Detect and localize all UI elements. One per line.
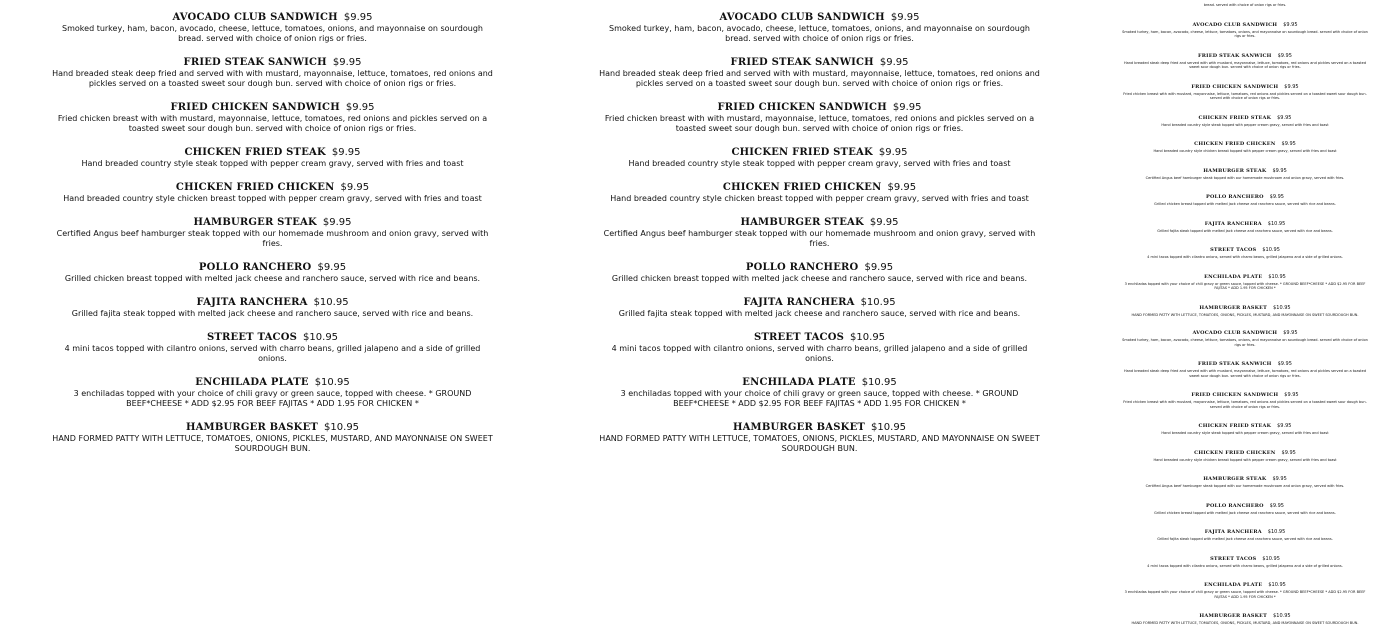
item-price: $10.95: [1267, 529, 1286, 535]
menu-column-middle: [597, 0, 1042, 454]
menu-item: [597, 210, 1042, 249]
item-name: HAMBURGER BASKET: [1199, 613, 1268, 619]
item-description: 4 mini tacos topped with cilantro onions, served with charro beans, grilled jalapeno and a side of grilled onions.: [64, 344, 481, 363]
menu-item-header: [1120, 130, 1370, 149]
menu-item: [1120, 381, 1370, 409]
item-description: Fried chicken breast with with mustard, mayonnaise, lettuce, tomatoes, red onions and pickles served on a toasted sweet sour dough bun. served with choice of onion rigs or fries.: [1123, 91, 1367, 100]
menu-item: [597, 255, 1042, 284]
item-price: $10.95: [1273, 613, 1291, 619]
item-description: Fried chicken breast with with mustard, mayonnaise, lettuce, tomatoes, red onions and pickles served on a toasted sweet sour dough bun. served with choice of onion rigs or fries.: [604, 114, 1035, 133]
menu-item-header: [1120, 157, 1370, 176]
item-description: 4 mini tacos topped with cilantro onions, served with charro beans, grilled jalapeno and a side of grilled onions.: [611, 344, 1028, 363]
menu-item-header: [1120, 518, 1370, 537]
menu-item-header: [1120, 183, 1370, 202]
item-name: POLLO RANCHERO: [198, 262, 312, 273]
menu-item-header: [50, 255, 495, 274]
item-price: $9.95: [1283, 330, 1298, 336]
item-name: POLLO RANCHERO: [1205, 502, 1264, 509]
item-description: Certified Angus beef hamburger steak topped with our homemade mushroom and onion gravy, served with fries.: [1145, 484, 1345, 488]
menu-item: [597, 175, 1042, 204]
menu-item-header: [597, 50, 1042, 69]
menu-item: [50, 175, 495, 204]
item-name: AVOCADO CLUB SANDWICH: [1192, 330, 1278, 336]
item-name: STREET TACOS: [753, 332, 845, 343]
menu-item-header: [597, 290, 1042, 309]
item-price: $10.95: [1262, 555, 1280, 562]
item-description: Grilled fajita steak topped with melted jack cheese and ranchero sauce, served with rice and beans.: [618, 309, 1021, 318]
menu-item: [1120, 210, 1370, 234]
menu-item-header: [1120, 294, 1370, 313]
menu-item: [1120, 492, 1370, 516]
item-name: CHICKEN FRIED CHICKEN: [722, 182, 882, 193]
item-name: CHICKEN FRIED STEAK: [184, 147, 326, 158]
menu-item: [1120, 412, 1370, 436]
menu-item-header: [1120, 545, 1370, 564]
item-name: ENCHILADA PLATE: [1204, 273, 1263, 280]
menu-item-header: [1120, 263, 1370, 282]
item-name: HAMBURGER STEAK: [740, 217, 864, 228]
item-price: $9.95: [1281, 449, 1296, 456]
item-description: 4 mini tacos topped with cilantro onions, served with charro beans, grilled jalapeno and a side of grilled onions.: [1147, 563, 1343, 568]
item-description: HAND FORMED PATTY WITH LETTUCE, TOMATOES, ONIONS, PICKLES, MUSTARD, AND MAYONNAISE ON SWEET SOURDOUGH BUN.: [599, 434, 1040, 453]
item-name: AVOCADO CLUB SANDWICH: [172, 12, 338, 23]
item-name: HAMBURGER BASKET: [185, 422, 319, 433]
item-description: Smoked turkey, ham, bacon, avocado, cheese, lettuce, tomatoes, onions, and mayonnaise on sourdough bread. served with choice of onion rigs or fries.: [1122, 338, 1368, 347]
menu-item: [1120, 545, 1370, 569]
item-price: $9.95: [1269, 194, 1284, 200]
item-description: Certified Angus beef hamburger steak topped with our homemade mushroom and onion gravy, served with fries.: [603, 229, 1036, 248]
item-name: FRIED CHICKEN SANDWICH: [1191, 392, 1279, 398]
item-name: FAJITA RANCHERA: [1204, 529, 1262, 535]
menu-item: [1120, 73, 1370, 101]
menu-item-header: [1120, 11, 1370, 30]
item-price: $10.95: [324, 422, 360, 433]
item-description: Hand breaded country style chicken breast topped with pepper cream gravy, served with fries and toast: [610, 194, 1029, 203]
menu-item-header: [1120, 104, 1370, 123]
item-name: FRIED CHICKEN SANDWICH: [1191, 83, 1279, 90]
menu-item: [1120, 157, 1370, 181]
menu-item: [597, 370, 1042, 409]
item-description: Fried chicken breast with with mustard, mayonnaise, lettuce, tomatoes, red onions and pickles served on a toasted sweet sour dough bun. served with choice of onion rigs or fries.: [1123, 400, 1367, 409]
item-name: CHICKEN FRIED STEAK: [1198, 114, 1272, 121]
item-price: $9.95: [340, 182, 370, 193]
item-name: STREET TACOS: [1210, 555, 1257, 562]
item-price: $10.95: [871, 422, 907, 433]
menu-item-header: [597, 210, 1042, 229]
item-description: 3 enchiladas topped with your choice of chili gravy or green sauce, topped with cheese. * GROUND BEEF*CHEESE * ADD $2.95 FOR BEEF FAJITAS * ADD 1.95 FOR CHICKEN *: [620, 389, 1019, 408]
item-name: CHICKEN FRIED STEAK: [731, 147, 873, 158]
menu-item-header: [50, 325, 495, 344]
item-price: $9.95: [322, 217, 352, 228]
item-price: $9.95: [879, 57, 909, 68]
item-name: HAMBURGER BASKET: [1199, 304, 1268, 311]
item-description: Smoked turkey, ham, bacon, avocado, cheese, lettuce, tomatoes, onions, and mayonnaise on sourdough bread. served with choice of onion rigs or fries.: [62, 24, 483, 43]
menu-item: [1120, 350, 1370, 378]
item-name: ENCHILADA PLATE: [195, 377, 309, 388]
item-price: $10.95: [1268, 273, 1286, 280]
menu-item: [597, 50, 1042, 89]
item-price: $10.95: [314, 377, 350, 388]
menu-item: [1120, 571, 1370, 599]
item-price: $9.95: [1272, 476, 1287, 482]
menu-item-header: [1120, 319, 1370, 338]
menu-item-header: [1120, 210, 1370, 229]
menu-item: [1120, 11, 1370, 39]
item-description: Hand breaded country style chicken breast topped with pepper cream gravy, served with fries and toast: [63, 194, 482, 203]
menu-column-left: [50, 0, 495, 454]
menu-item-header: [1120, 602, 1370, 621]
item-name: FAJITA RANCHERA: [1204, 220, 1262, 227]
item-price: $9.95: [1281, 141, 1296, 147]
item-description: Hand breaded country style steak topped with pepper cream gravy, served with fries and toast: [81, 159, 464, 168]
menu-item: [597, 5, 1042, 44]
item-name: ENCHILADA PLATE: [1204, 582, 1263, 588]
item-name: FRIED STEAK SANWICH: [1198, 361, 1272, 367]
menu-item: [1120, 42, 1370, 70]
item-name: HAMBURGER STEAK: [1203, 167, 1267, 174]
item-price: $9.95: [892, 102, 922, 113]
item-description: HAND FORMED PATTY WITH LETTUCE, TOMATOES, ONIONS, PICKLES, MUSTARD, AND MAYONNAISE ON SWEET SOURDOUGH BUN.: [1131, 312, 1359, 317]
item-description: Hand breaded steak deep fried and served with with mustard, mayonnaise, lettuce, tomatoes, red onions and pickles served on a toasted sweet sour dough bun. served with choice of onion rigs or fries.: [1123, 369, 1367, 378]
menu-item-header: [50, 50, 495, 69]
item-price: $9.95: [1277, 423, 1292, 429]
menu-item: [597, 95, 1042, 134]
menu-item-header: [50, 415, 495, 434]
item-description: Grilled fajita steak topped with melted jack cheese and ranchero sauce, served with rice and beans.: [1157, 228, 1333, 233]
item-name: HAMBURGER STEAK: [193, 217, 317, 228]
menu-item: [1120, 439, 1370, 463]
item-price: $9.95: [869, 217, 899, 228]
item-description: Certified Angus beef hamburger steak topped with our homemade mushroom and onion gravy, served with fries.: [56, 229, 489, 248]
item-price: $9.95: [317, 262, 347, 273]
item-description: Grilled chicken breast topped with melted jack cheese and ranchero sauce, served with rice and beans.: [1154, 202, 1336, 206]
item-description: 3 enchiladas topped with your choice of chili gravy or green sauce, topped with cheese. * GROUND BEEF*CHEESE * ADD $2.95 FOR BEEF FAJITAS * ADD 1.95 FOR CHICKEN *: [1124, 590, 1366, 599]
menu-item: [597, 140, 1042, 169]
item-price: $9.95: [343, 12, 373, 23]
menu-item-header: [50, 5, 495, 24]
item-description: Hand breaded steak deep fried and served with with mustard, mayonnaise, lettuce, tomatoes, red onions and pickles served on a toasted sweet sour dough bun. served with choice of onion rigs or fries.: [1123, 60, 1367, 69]
item-description: 3 enchiladas topped with your choice of chili gravy or green sauce, topped with cheese. * GROUND BEEF*CHEESE * ADD $2.95 FOR BEEF FAJITAS * ADD 1.95 FOR CHICKEN *: [73, 389, 472, 408]
menu-item: [50, 415, 495, 454]
item-description: 3 enchiladas topped with your choice of chili gravy or green sauce, topped with cheese. * GROUND BEEF*CHEESE * ADD $2.95 FOR BEEF FAJITAS * ADD 1.95 FOR CHICKEN *: [1124, 281, 1366, 290]
menu-item: [1120, 183, 1370, 207]
item-name: CHICKEN FRIED CHICKEN: [1194, 449, 1276, 456]
menu-item-header: [597, 255, 1042, 274]
menu-item-header: [1120, 492, 1370, 511]
item-price: $10.95: [1268, 582, 1286, 588]
item-price: $10.95: [1267, 220, 1286, 227]
item-description: HAND FORMED PATTY WITH LETTUCE, TOMATOES, ONIONS, PICKLES, MUSTARD, AND MAYONNAISE ON SWEET SOURDOUGH BUN.: [1131, 621, 1359, 625]
menu-column-thumbnail: [1120, 0, 1370, 626]
item-price: $9.95: [1277, 114, 1292, 121]
item-description: Grilled chicken breast topped with melted jack cheese and ranchero sauce, served with rice and beans.: [1154, 510, 1336, 515]
item-price: $9.95: [1284, 392, 1299, 398]
item-price: $10.95: [860, 297, 896, 308]
item-price: $10.95: [313, 297, 349, 308]
menu-item-header: [1120, 465, 1370, 484]
menu-item: [1120, 602, 1370, 626]
menu-item: [1120, 294, 1370, 318]
item-description: Fried chicken breast with with mustard, mayonnaise, lettuce, tomatoes, red onions and pickles served on a toasted sweet sour dough bun. served with choice of onion rigs or fries.: [57, 114, 488, 133]
item-description: Hand breaded country style steak topped with pepper cream gravy, served with fries and toast: [1161, 122, 1329, 127]
item-description: Hand breaded country style chicken breast topped with pepper cream gravy, served with fries and toast: [1153, 149, 1337, 153]
item-description: Hand breaded steak deep fried and served with with mustard, mayonnaise, lettuce, tomatoes, red onions and pickles served on a toasted sweet sour dough bun. served with choice of onion rigs or fries.: [52, 69, 493, 88]
item-description: Hand breaded country style chicken breast topped with pepper cream gravy, served with fries and toast: [1153, 457, 1337, 462]
item-name: HAMBURGER BASKET: [732, 422, 866, 433]
item-name: AVOCADO CLUB SANDWICH: [719, 12, 885, 23]
menu-item-header: [1120, 42, 1370, 61]
menu-item: [597, 415, 1042, 454]
item-price: $10.95: [861, 377, 897, 388]
item-price: $9.95: [887, 182, 917, 193]
item-price: $10.95: [1262, 247, 1280, 253]
item-price: $9.95: [1272, 167, 1287, 174]
menu-item-header: [50, 95, 495, 114]
menu-item-header: [597, 140, 1042, 159]
menu-item-header: [50, 290, 495, 309]
menu-item: [50, 50, 495, 89]
menu-item: [50, 5, 495, 44]
item-description: HAND FORMED PATTY WITH LETTUCE, TOMATOES, ONIONS, PICKLES, MUSTARD, AND MAYONNAISE ON SWEET SOURDOUGH BUN.: [52, 434, 493, 453]
menu-item-header: [597, 95, 1042, 114]
item-name: FAJITA RANCHERA: [743, 297, 855, 308]
item-price: $9.95: [1283, 21, 1298, 28]
item-price: $9.95: [331, 147, 361, 158]
item-description: Grilled chicken breast topped with melted jack cheese and ranchero sauce, served with rice and beans.: [64, 274, 481, 283]
item-price: $10.95: [303, 332, 339, 343]
menu-item: [50, 290, 495, 319]
item-description: Grilled fajita steak topped with melted jack cheese and ranchero sauce, served with rice and beans.: [1157, 537, 1333, 541]
item-name: CHICKEN FRIED CHICKEN: [175, 182, 335, 193]
item-description: Hand breaded country style steak topped with pepper cream gravy, served with fries and toast: [628, 159, 1011, 168]
item-description: Hand breaded steak deep fried and served with with mustard, mayonnaise, lettuce, tomatoes, red onions and pickles served on a toasted sweet sour dough bun. served with choice of onion rigs or fries.: [599, 69, 1040, 88]
item-name: FRIED STEAK SANWICH: [730, 57, 874, 68]
menu-item: [1120, 263, 1370, 291]
item-name: CHICKEN FRIED STEAK: [1198, 423, 1272, 429]
item-description: Grilled chicken breast topped with melted jack cheese and ranchero sauce, served with rice and beans.: [611, 274, 1028, 283]
item-name: POLLO RANCHERO: [745, 262, 859, 273]
item-price: $9.95: [1277, 52, 1292, 59]
item-name: HAMBURGER STEAK: [1203, 476, 1267, 482]
item-name: FRIED CHICKEN SANDWICH: [717, 102, 887, 113]
menu-item-header: [1120, 73, 1370, 92]
item-name: FRIED STEAK SANWICH: [183, 57, 327, 68]
menu-item: [50, 95, 495, 134]
menu-item: [50, 210, 495, 249]
item-description: Hand breaded country style steak topped with pepper cream gravy, served with fries and toast: [1161, 431, 1329, 435]
item-price: $9.95: [1277, 361, 1292, 367]
item-description: Smoked turkey, ham, bacon, avocado, cheese, lettuce, tomatoes, onions, and mayonnaise on sourdough bread. served with choice of onion rigs or fries.: [1122, 29, 1368, 38]
thumbnail-top-fragment: [1120, 3, 1370, 8]
item-name: STREET TACOS: [206, 332, 298, 343]
menu-item-header: [1120, 350, 1370, 369]
menu-item-header: [597, 370, 1042, 389]
item-description: 4 mini tacos topped with cilantro onions, served with charro beans, grilled jalapeno and a side of grilled onions.: [1147, 255, 1343, 259]
item-price: $9.95: [1284, 83, 1299, 90]
menu-item-header: [50, 140, 495, 159]
menu-item-header: [1120, 412, 1370, 431]
menu-item-header: [1120, 571, 1370, 590]
item-description: Grilled fajita steak topped with melted jack cheese and ranchero sauce, served with rice and beans.: [71, 309, 474, 318]
item-name: FAJITA RANCHERA: [196, 297, 308, 308]
item-name: FRIED STEAK SANWICH: [1198, 52, 1272, 59]
menu-item: [50, 370, 495, 409]
menu-item-header: [597, 325, 1042, 344]
menu-item-header: [597, 5, 1042, 24]
menu-item: [1120, 319, 1370, 347]
menu-item-header: [1120, 381, 1370, 400]
item-name: FRIED CHICKEN SANDWICH: [170, 102, 340, 113]
item-name: AVOCADO CLUB SANDWICH: [1192, 21, 1278, 28]
menu-item-header: [597, 175, 1042, 194]
item-price: $9.95: [1269, 502, 1284, 509]
menu-item-header: [1120, 439, 1370, 458]
item-price: $9.95: [864, 262, 894, 273]
menu-item: [1120, 104, 1370, 128]
menu-item: [50, 325, 495, 364]
menu-item: [1120, 236, 1370, 260]
item-price: $9.95: [890, 12, 920, 23]
menu-item-header: [1120, 236, 1370, 255]
item-price: $9.95: [878, 147, 908, 158]
menu-item-header: [50, 210, 495, 229]
item-description: bread. served with choice of onion rigs or fries.: [1203, 3, 1287, 7]
menu-item-header: [597, 415, 1042, 434]
item-name: ENCHILADA PLATE: [742, 377, 856, 388]
item-price: $9.95: [345, 102, 375, 113]
item-name: CHICKEN FRIED CHICKEN: [1194, 141, 1276, 147]
menu-item: [1120, 518, 1370, 542]
item-price: $9.95: [332, 57, 362, 68]
item-name: STREET TACOS: [1210, 247, 1257, 253]
menu-item: [1120, 130, 1370, 154]
menu-item-header: [50, 175, 495, 194]
item-name: POLLO RANCHERO: [1205, 194, 1264, 200]
menu-item: [1120, 465, 1370, 489]
menu-item-header: [50, 370, 495, 389]
menu-item: [597, 290, 1042, 319]
menu-item: [50, 140, 495, 169]
item-price: $10.95: [1273, 304, 1291, 311]
item-description: Smoked turkey, ham, bacon, avocado, cheese, lettuce, tomatoes, onions, and mayonnaise on sourdough bread. served with choice of onion rigs or fries.: [609, 24, 1030, 43]
item-price: $10.95: [850, 332, 886, 343]
menu-item: [50, 255, 495, 284]
menu-item: [597, 325, 1042, 364]
item-description: Certified Angus beef hamburger steak topped with our homemade mushroom and onion gravy, served with fries.: [1145, 175, 1345, 180]
